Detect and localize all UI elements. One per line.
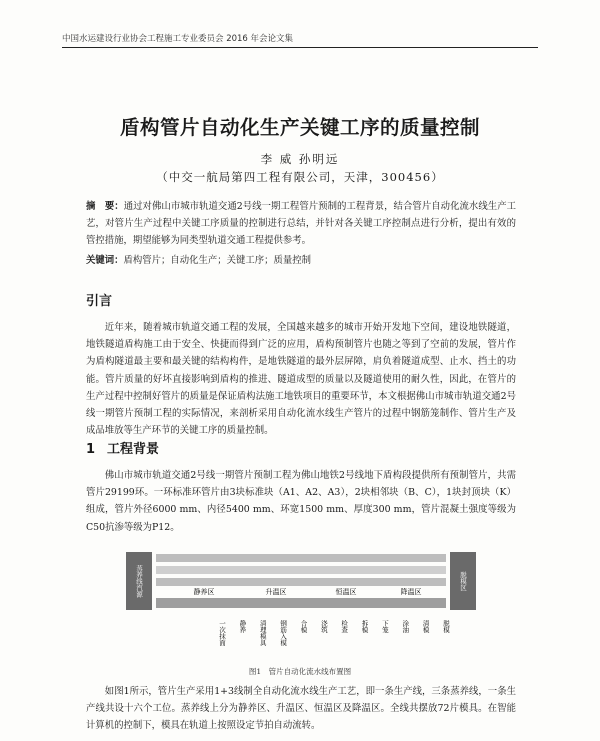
background-paragraph: 佛山市城市轨道交通2号线一期管片预制工程为佛山地铁2号线地下盾构段提供所有预制管片，共需管片29199环。一环标准环管片由3块标准块（A1、A2、A3），2块相邻块（B、C），1块封顶块（K）组成，管片外径6000 mm、内径5400 mm、环宽1500 mm、厚度300 mm，管片混凝土强度等级为C50抗渗等级为P12。: [86, 470, 516, 533]
paper-title: 盾构管片自动化生产关键工序的质量控制: [119, 116, 480, 139]
running-head: 中国水运建设行业协会工程施工专业委员会 2016 年会论文集: [62, 34, 294, 44]
station-label: 合模: [299, 620, 308, 633]
station-label: 静养: [238, 620, 247, 633]
zone-label: 恒温区: [335, 588, 357, 596]
track-row: [156, 554, 446, 562]
station-label: 浇筑: [319, 620, 328, 633]
station-label: 清模: [421, 620, 430, 633]
station-label: 下笼: [380, 620, 389, 633]
affiliation: （中交一航局第四工程有限公司，天津，300456）: [156, 170, 444, 184]
left-block-label: 蒸养线汽源: [135, 564, 143, 598]
section-heading-background: [86, 438, 171, 457]
station-label: 脱模: [442, 620, 450, 633]
station-labels: [218, 619, 450, 648]
station-label: 一次抹面: [218, 620, 226, 646]
track-rows: [156, 554, 446, 608]
keywords-label: 关键词：: [86, 255, 124, 266]
zone-label: 降温区: [400, 588, 422, 596]
station-label: 钢筋入模: [279, 620, 288, 646]
station-label: 拆模: [360, 620, 369, 633]
abstract-label: 摘 要：: [86, 201, 124, 212]
section-title: 工程背景: [107, 442, 160, 457]
abstract: [86, 198, 516, 249]
header-rule: [62, 47, 538, 48]
right-block-label: 脱模区: [459, 571, 467, 591]
figure-caption: 图1 管片自动化流水线布置图: [248, 667, 352, 676]
keywords-text: 盾构管片；自动化生产；关键工序；质量控制: [123, 255, 312, 266]
track-row: [156, 578, 446, 586]
section-number: 1: [86, 442, 96, 457]
zone-labels: [194, 587, 422, 596]
track-row: [156, 598, 446, 608]
authors: 李 威 孙明远: [260, 152, 340, 166]
intro-paragraph: 近年来，随着城市轨道交通工程的发展，全国越来越多的城市开始开发地下空间，建设地铁隧道，地铁隧道盾构施工由于安全、快捷而得到广泛的应用，盾构预制管片也随之等到了空前的发展，管片作为盾构隧道最主要和最关键的结构构件，是地铁隧道的最外层屏障，肩负着隧道成型、止水、挡土的功能。管片质量的好坏直接影响到盾构的推进、隧道成型的质量以及隧道使用的耐久性，因此，在管片的生产过程中控制好管片的质量是保证盾构法施工地铁项目的重要环节，本文根据佛山市城市轨道交通2号线一期管片预制工程的实际情况，来剖析采用自动化流水线生产管片的过程中钢筋笼制作、管片生产及成品堆放等生产环节的关键工序的质量控制。: [86, 322, 516, 437]
production-line-diagram: [126, 540, 476, 660]
zone-label: 静养区: [193, 588, 215, 596]
station-label: 涂油: [401, 620, 410, 633]
section-heading-intro: 引言: [86, 294, 113, 309]
station-label: 清理模具: [258, 620, 267, 646]
abstract-text: 通过对佛山市城市轨道交通2号线一期工程管片预制的工程背景，结合管片自动化流水线生产工艺，对管片生产过程中关键工序质量的控制进行总结，并针对各关键工序控制点进行分析，提出有效的管控措施，期望能够为同类型轨道交通工程提供参考。: [86, 201, 516, 246]
zone-label: 升温区: [265, 588, 287, 596]
track-row: [156, 566, 446, 574]
figure-paragraph: 如图1所示，管片生产采用1+3线制全自动化流水线生产工艺，即一条生产线，三条蒸养线，一条生产线共设十六个工位。蒸养线上分为静养区、升温区、恒温区及降温区。全线共摆放72片模具。在智能计算机的控制下，模具在轨道上按照设定节拍自动流转。: [86, 686, 516, 732]
station-label: 检查: [340, 620, 349, 633]
keywords: [86, 252, 311, 266]
